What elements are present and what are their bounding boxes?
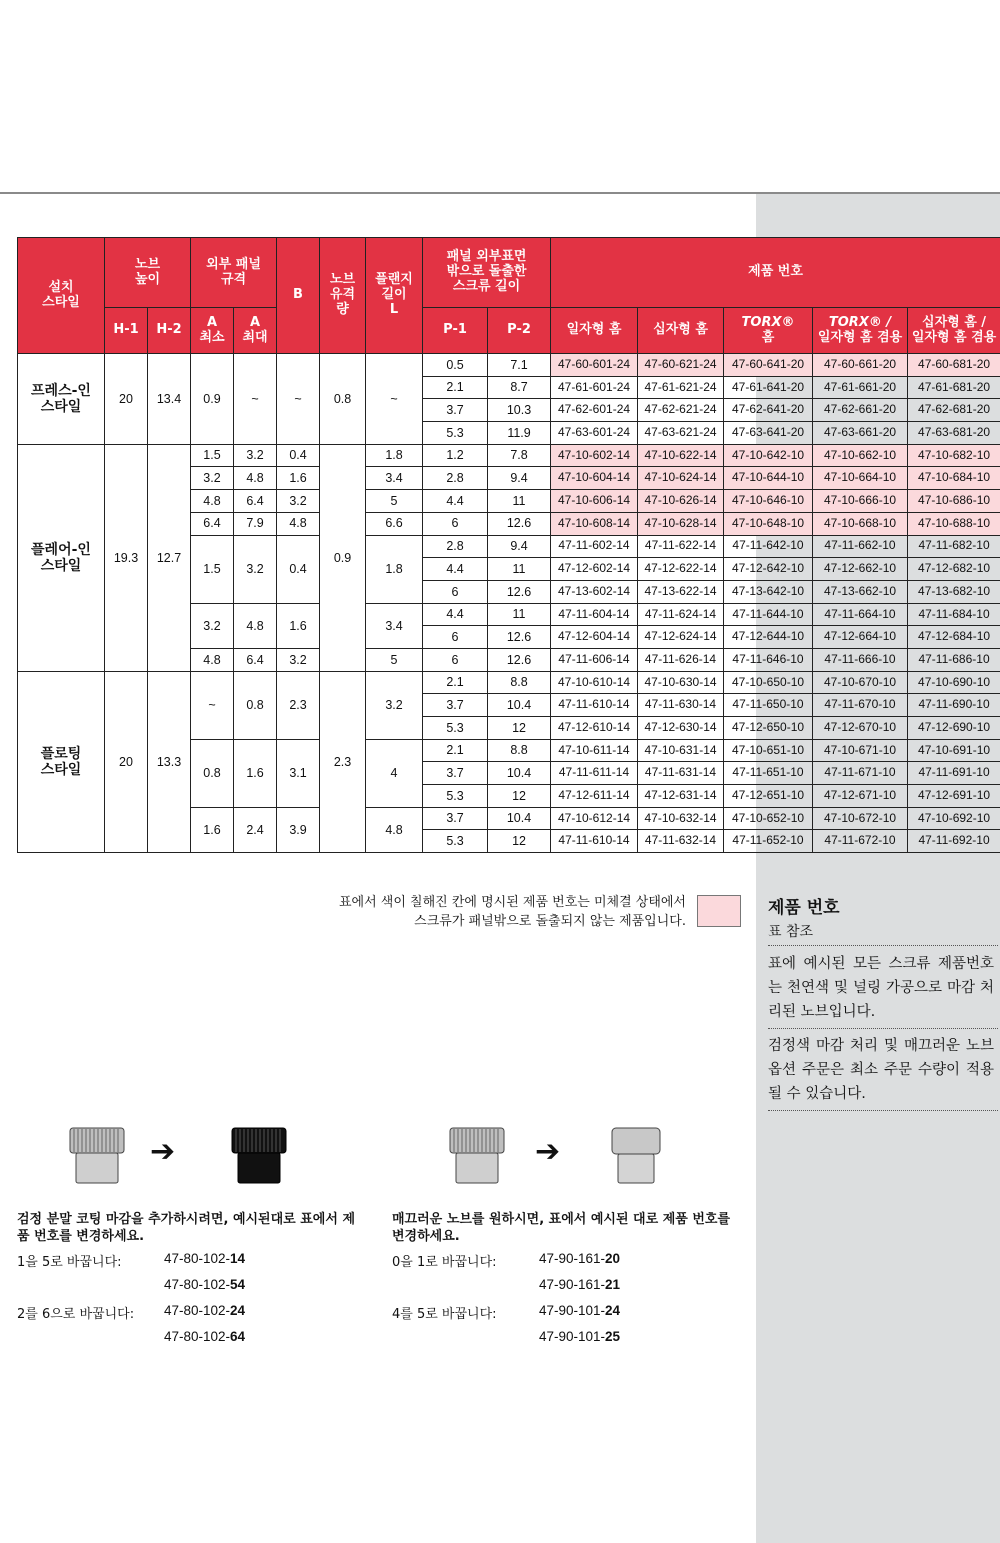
part-number-cell: 47-10-632-14 [638, 807, 724, 830]
p1-cell: 4.4 [423, 558, 488, 581]
table-row [18, 354, 1000, 377]
flange-cell: 3.4 [366, 603, 423, 648]
part-number-cell: 47-10-684-10 [908, 467, 1000, 490]
part-number-cell: 47-11-632-14 [638, 830, 724, 853]
code-base: 47-90-161- [539, 1251, 606, 1266]
clearance-cell: 0.8 [320, 354, 366, 445]
p2-cell: 11 [488, 603, 551, 626]
divider [768, 1110, 998, 1111]
part-number-cell: 47-10-664-10 [813, 467, 908, 490]
b-cell: 0.4 [277, 535, 320, 603]
a-max-cell: 3.2 [234, 535, 277, 603]
sidebar-para-2: 검정색 마감 처리 및 매끄러운 노브 옵션 주문은 최소 주문 수량이 적용될 수 있습니다. [768, 1038, 994, 1102]
part-number-cell: 47-12-642-10 [724, 558, 813, 581]
highlight-swatch [697, 895, 741, 927]
col-phil-slot [908, 308, 1000, 354]
h2-cell: 13.3 [148, 671, 191, 853]
part-number-cell: 47-62-621-24 [638, 399, 724, 422]
p2-cell: 9.4 [488, 467, 551, 490]
col-h2: H-2 [148, 308, 191, 354]
part-number-cell: 47-62-661-20 [813, 399, 908, 422]
part-number-cell: 47-60-621-24 [638, 354, 724, 377]
code-suffix: 21 [605, 1277, 621, 1292]
part-number-cell: 47-10-662-10 [813, 444, 908, 467]
part-number-cell: 47-60-661-20 [813, 354, 908, 377]
a-min-cell: 4.8 [191, 490, 234, 513]
part-number-cell: 47-13-682-10 [908, 580, 1000, 603]
p1-cell: 4.4 [423, 490, 488, 513]
black-rule-2 [17, 1303, 367, 1322]
part-number-cell: 47-60-681-20 [908, 354, 1000, 377]
code-suffix: 54 [230, 1277, 246, 1292]
rule-to [164, 1277, 245, 1292]
part-number-cell: 47-10-648-10 [724, 512, 813, 535]
part-number-cell: 47-10-608-14 [551, 512, 638, 535]
part-number-cell: 47-13-622-14 [638, 580, 724, 603]
code-suffix: 20 [605, 1251, 621, 1266]
rule-to [164, 1329, 245, 1344]
rule-from [539, 1303, 620, 1318]
col-slot: 일자형 홈 [551, 308, 638, 354]
part-number-cell: 47-10-626-14 [638, 490, 724, 513]
h1-cell: 20 [105, 354, 148, 445]
a-min-cell: 3.2 [191, 603, 234, 648]
part-number-cell: 47-11-682-10 [908, 535, 1000, 558]
col-phillips: 십자형 홈 [638, 308, 724, 354]
col-flange: 플랜지 길이 L [366, 238, 423, 354]
part-number-cell: 47-12-690-10 [908, 717, 1000, 740]
part-number-cell: 47-12-630-14 [638, 717, 724, 740]
rule-label: 4를 5로 바꿉니다: [392, 1307, 497, 1322]
part-number-cell: 47-10-672-10 [813, 807, 908, 830]
rule-label: 0을 1로 바꿉니다: [392, 1255, 497, 1270]
p1-cell: 2.1 [423, 671, 488, 694]
p1-cell: 5.3 [423, 422, 488, 445]
part-number-cell: 47-11-630-14 [638, 694, 724, 717]
part-number-cell: 47-10-602-14 [551, 444, 638, 467]
p2-cell: 10.3 [488, 399, 551, 422]
part-number-cell: 47-61-621-24 [638, 376, 724, 399]
torx-label: TORX® [741, 314, 795, 330]
knurled-knob-icon [68, 1125, 128, 1187]
p1-cell: 4.4 [423, 603, 488, 626]
a-max-cell: 1.6 [234, 739, 277, 807]
b-cell: ~ [277, 354, 320, 445]
flange-cell: ~ [366, 354, 423, 445]
part-number-cell: 47-10-612-14 [551, 807, 638, 830]
part-number-cell: 47-10-666-10 [813, 490, 908, 513]
part-number-cell: 47-10-606-14 [551, 490, 638, 513]
code-suffix: 14 [230, 1251, 246, 1266]
col-a-max: A 최대 [234, 308, 277, 354]
part-number-cell: 47-11-666-10 [813, 648, 908, 671]
col-protrusion: 패널 외부표면 밖으로 돌출한 스크류 길이 [423, 238, 551, 308]
a-max-cell: 3.2 [234, 444, 277, 467]
code-suffix: 25 [605, 1329, 621, 1344]
p2-cell: 11.9 [488, 422, 551, 445]
part-number-cell: 47-61-681-20 [908, 376, 1000, 399]
knurled-knob-icon [448, 1125, 508, 1187]
part-number-cell: 47-11-610-14 [551, 830, 638, 853]
col-p2: P-2 [488, 308, 551, 354]
p1-cell: 5.3 [423, 717, 488, 740]
code-base: 47-80-102- [164, 1303, 231, 1318]
part-number-cell: 47-10-644-10 [724, 467, 813, 490]
flange-cell: 1.8 [366, 535, 423, 603]
p2-cell: 9.4 [488, 535, 551, 558]
clearance-cell: 2.3 [320, 671, 366, 853]
p2-cell: 12 [488, 830, 551, 853]
a-max-cell: 6.4 [234, 648, 277, 671]
part-number-cell: 47-10-642-10 [724, 444, 813, 467]
part-number-cell: 47-12-664-10 [813, 626, 908, 649]
part-number-cell: 47-63-641-20 [724, 422, 813, 445]
a-min-cell: ~ [191, 671, 234, 739]
part-number-cell: 47-61-661-20 [813, 376, 908, 399]
p2-cell: 8.8 [488, 671, 551, 694]
arrow-right-icon: ➔ [535, 1134, 561, 1169]
phil-slot-sub: 일자형 홈 겸용 [911, 329, 997, 345]
flange-cell: 3.2 [366, 671, 423, 739]
a-max-cell: 2.4 [234, 807, 277, 852]
code-base: 47-90-101- [539, 1329, 606, 1344]
part-number-cell: 47-11-650-10 [724, 694, 813, 717]
part-number-cell: 47-12-622-14 [638, 558, 724, 581]
p1-cell: 6 [423, 580, 488, 603]
a-min-cell: 3.2 [191, 467, 234, 490]
p2-cell: 10.4 [488, 762, 551, 785]
part-number-cell: 47-10-668-10 [813, 512, 908, 535]
part-number-cell: 47-11-604-14 [551, 603, 638, 626]
part-number-cell: 47-12-631-14 [638, 785, 724, 808]
phil-slot-label: 십자형 홈 / [922, 314, 987, 330]
col-a-min: A 최소 [191, 308, 234, 354]
p1-cell: 5.3 [423, 830, 488, 853]
h1-cell: 19.3 [105, 444, 148, 671]
part-number-cell: 47-63-681-20 [908, 422, 1000, 445]
install-style-cell: 프레스-인 스타일 [18, 354, 105, 445]
b-cell: 3.2 [277, 490, 320, 513]
rule-from [539, 1251, 620, 1266]
part-number-cell: 47-62-641-20 [724, 399, 813, 422]
part-number-cell: 47-63-661-20 [813, 422, 908, 445]
part-number-cell: 47-63-621-24 [638, 422, 724, 445]
a-max-cell: 4.8 [234, 603, 277, 648]
part-number-cell: 47-13-662-10 [813, 580, 908, 603]
table-row [18, 444, 1000, 467]
p1-cell: 3.7 [423, 399, 488, 422]
flange-cell: 6.6 [366, 512, 423, 535]
divider [768, 1028, 998, 1029]
install-style-cell: 플로팅 스타일 [18, 671, 105, 853]
part-number-cell: 47-11-670-10 [813, 694, 908, 717]
part-number-cell: 47-12-671-10 [813, 785, 908, 808]
p2-cell: 11 [488, 558, 551, 581]
part-number-cell: 47-12-610-14 [551, 717, 638, 740]
part-number-cell: 47-62-601-24 [551, 399, 638, 422]
col-b: B [277, 238, 320, 354]
p1-cell: 3.7 [423, 762, 488, 785]
part-number-cell: 47-11-662-10 [813, 535, 908, 558]
part-number-cell: 47-12-604-14 [551, 626, 638, 649]
part-number-cell: 47-11-652-10 [724, 830, 813, 853]
flange-cell: 4.8 [366, 807, 423, 852]
code-suffix: 24 [230, 1303, 246, 1318]
h1-cell: 20 [105, 671, 148, 853]
part-number-cell: 47-11-622-14 [638, 535, 724, 558]
part-number-cell: 47-63-601-24 [551, 422, 638, 445]
b-cell: 1.6 [277, 467, 320, 490]
part-number-cell: 47-12-644-10 [724, 626, 813, 649]
rule-label: 1을 5로 바꿉니다: [17, 1255, 122, 1270]
b-cell: 3.9 [277, 807, 320, 852]
b-cell: 3.1 [277, 739, 320, 807]
part-number-cell: 47-10-630-14 [638, 671, 724, 694]
code-base: 47-90-161- [539, 1277, 606, 1292]
code-base: 47-80-102- [164, 1329, 231, 1344]
col-torx [724, 308, 813, 354]
p2-cell: 12.6 [488, 626, 551, 649]
smooth-rule-1 [392, 1251, 742, 1270]
a-max-cell: 6.4 [234, 490, 277, 513]
b-cell: 4.8 [277, 512, 320, 535]
part-number-cell: 47-11-644-10 [724, 603, 813, 626]
part-number-cell: 47-10-690-10 [908, 671, 1000, 694]
part-number-cell: 47-10-610-14 [551, 671, 638, 694]
black-knurled-knob-icon [230, 1125, 290, 1187]
p1-cell: 5.3 [423, 785, 488, 808]
a-min-cell: 0.8 [191, 739, 234, 807]
sidebar-para-1: 표에 예시된 모든 스크류 제품번호는 천연색 및 널링 가공으로 마감 처리된 노브입니다. [768, 956, 994, 1020]
col-knob-height: 노브 높이 [105, 238, 191, 308]
p2-cell: 12 [488, 717, 551, 740]
a-min-cell: 1.6 [191, 807, 234, 852]
divider [768, 945, 998, 946]
flange-cell: 5 [366, 490, 423, 513]
code-base: 47-90-101- [539, 1303, 606, 1318]
part-number-cell: 47-11-642-10 [724, 535, 813, 558]
part-number-cell: 47-10-622-14 [638, 444, 724, 467]
smooth-knob-icon [610, 1125, 664, 1187]
p1-cell: 6 [423, 512, 488, 535]
part-number-cell: 47-13-602-14 [551, 580, 638, 603]
col-torx-slot [813, 308, 908, 354]
p1-cell: 2.1 [423, 376, 488, 399]
code-suffix: 24 [605, 1303, 621, 1318]
a-max-cell: 7.9 [234, 512, 277, 535]
p2-cell: 10.4 [488, 807, 551, 830]
p2-cell: 8.8 [488, 739, 551, 762]
a-max-cell: 0.8 [234, 671, 277, 739]
p2-cell: 8.7 [488, 376, 551, 399]
part-number-table [17, 237, 1000, 853]
table-row [18, 671, 1000, 694]
h2-cell: 12.7 [148, 444, 191, 671]
p1-cell: 3.7 [423, 694, 488, 717]
part-number-cell: 47-10-651-10 [724, 739, 813, 762]
part-number-cell: 47-10-624-14 [638, 467, 724, 490]
part-number-cell: 47-10-686-10 [908, 490, 1000, 513]
a-min-cell: 1.5 [191, 444, 234, 467]
col-clearance: 노브 유격 량 [320, 238, 366, 354]
p1-cell: 2.1 [423, 739, 488, 762]
part-number-cell: 47-10-631-14 [638, 739, 724, 762]
part-number-cell: 47-11-631-14 [638, 762, 724, 785]
rule-to [539, 1329, 620, 1344]
part-number-cell: 47-11-626-14 [638, 648, 724, 671]
p2-cell: 7.1 [488, 354, 551, 377]
part-number-cell: 47-11-606-14 [551, 648, 638, 671]
p1-cell: 1.2 [423, 444, 488, 467]
col-panel-spec: 외부 패널 규격 [191, 238, 277, 308]
part-number-cell: 47-11-651-10 [724, 762, 813, 785]
b-cell: 1.6 [277, 603, 320, 648]
part-number-cell: 47-10-688-10 [908, 512, 1000, 535]
part-number-cell: 47-60-601-24 [551, 354, 638, 377]
part-number-cell: 47-12-684-10 [908, 626, 1000, 649]
code-suffix: 64 [230, 1329, 246, 1344]
b-cell: 0.4 [277, 444, 320, 467]
p2-cell: 12 [488, 785, 551, 808]
a-min-cell: 4.8 [191, 648, 234, 671]
h2-cell: 13.4 [148, 354, 191, 445]
code-base: 47-80-102- [164, 1277, 231, 1292]
part-number-cell: 47-11-602-14 [551, 535, 638, 558]
part-number-cell: 47-10-646-10 [724, 490, 813, 513]
p2-cell: 11 [488, 490, 551, 513]
flange-cell: 3.4 [366, 467, 423, 490]
part-number-cell: 47-60-641-20 [724, 354, 813, 377]
part-number-cell: 47-12-651-10 [724, 785, 813, 808]
a-min-cell: 0.9 [191, 354, 234, 445]
part-number-cell: 47-10-652-10 [724, 807, 813, 830]
p1-cell: 0.5 [423, 354, 488, 377]
b-cell: 2.3 [277, 671, 320, 739]
torx-sub: 홈 [761, 329, 775, 345]
part-number-cell: 47-12-624-14 [638, 626, 724, 649]
part-number-cell: 47-10-604-14 [551, 467, 638, 490]
sidebar-subheading: 표 참조 [768, 924, 814, 940]
part-number-cell: 47-11-624-14 [638, 603, 724, 626]
a-min-cell: 1.5 [191, 535, 234, 603]
smooth-knob-instruction: 매끄러운 노브를 원하시면, 표에서 예시된 대로 제품 번호를 변경하세요. [392, 1212, 731, 1244]
code-base: 47-80-102- [164, 1251, 231, 1266]
rule-from [164, 1303, 245, 1318]
black-rule-1 [17, 1251, 367, 1270]
part-number-cell: 47-10-670-10 [813, 671, 908, 694]
p2-cell: 7.8 [488, 444, 551, 467]
part-number-cell: 47-12-691-10 [908, 785, 1000, 808]
col-h1: H-1 [105, 308, 148, 354]
sidebar-heading: 제품 번호 [768, 898, 840, 918]
part-number-cell: 47-11-691-10 [908, 762, 1000, 785]
flange-cell: 1.8 [366, 444, 423, 467]
a-max-cell: ~ [234, 354, 277, 445]
part-number-cell: 47-61-641-20 [724, 376, 813, 399]
part-number-cell: 47-11-664-10 [813, 603, 908, 626]
rule-to [539, 1277, 620, 1292]
clearance-cell: 0.9 [320, 444, 366, 671]
part-number-cell: 47-12-602-14 [551, 558, 638, 581]
col-p1: P-1 [423, 308, 488, 354]
black-finish-instruction: 검정 분말 코팅 마감을 추가하시려면, 예시된대로 표에서 제품 번호를 변경하세요. [17, 1212, 356, 1244]
p2-cell: 12.6 [488, 648, 551, 671]
a-max-cell: 4.8 [234, 467, 277, 490]
part-number-cell: 47-11-671-10 [813, 762, 908, 785]
p2-cell: 10.4 [488, 694, 551, 717]
part-number-cell: 47-10-650-10 [724, 671, 813, 694]
part-number-cell: 47-11-610-14 [551, 694, 638, 717]
part-number-cell: 47-11-611-14 [551, 762, 638, 785]
rule-label: 2를 6으로 바꿉니다: [17, 1307, 135, 1322]
torx-slot-sub: 일자형 홈 겸용 [817, 329, 903, 345]
part-number-cell: 47-11-686-10 [908, 648, 1000, 671]
part-number-cell: 47-10-611-14 [551, 739, 638, 762]
torx-slot-label: TORX® / [828, 314, 892, 330]
part-number-cell: 47-10-628-14 [638, 512, 724, 535]
col-part-number: 제품 번호 [551, 238, 1000, 308]
part-number-cell: 47-11-672-10 [813, 830, 908, 853]
p2-cell: 12.6 [488, 580, 551, 603]
part-number-cell: 47-11-646-10 [724, 648, 813, 671]
part-number-cell: 47-12-611-14 [551, 785, 638, 808]
smooth-rule-2 [392, 1303, 742, 1322]
p1-cell: 6 [423, 626, 488, 649]
p1-cell: 6 [423, 648, 488, 671]
part-number-cell: 47-12-670-10 [813, 717, 908, 740]
part-number-cell: 47-11-692-10 [908, 830, 1000, 853]
part-number-cell: 47-10-682-10 [908, 444, 1000, 467]
col-install-style: 설치 스타일 [18, 238, 105, 354]
part-number-cell: 47-10-691-10 [908, 739, 1000, 762]
part-number-cell: 47-12-662-10 [813, 558, 908, 581]
part-number-cell: 47-10-671-10 [813, 739, 908, 762]
rule-from [164, 1251, 245, 1266]
b-cell: 3.2 [277, 648, 320, 671]
install-style-cell: 플레어-인 스타일 [18, 444, 105, 671]
part-number-cell: 47-61-601-24 [551, 376, 638, 399]
part-number-cell: 47-11-690-10 [908, 694, 1000, 717]
p1-cell: 2.8 [423, 535, 488, 558]
arrow-right-icon: ➔ [150, 1134, 176, 1169]
part-number-cell: 47-62-681-20 [908, 399, 1000, 422]
highlight-note: 표에서 색이 칠해진 칸에 명시된 제품 번호는 미체결 상태에서 스크류가 패널밖으로 돌출되지 않는 제품입니다. [338, 895, 686, 929]
part-number-cell: 47-11-684-10 [908, 603, 1000, 626]
part-number-cell: 47-12-650-10 [724, 717, 813, 740]
part-number-cell: 47-12-682-10 [908, 558, 1000, 581]
part-number-cell: 47-13-642-10 [724, 580, 813, 603]
flange-cell: 4 [366, 739, 423, 807]
p2-cell: 12.6 [488, 512, 551, 535]
part-number-cell: 47-10-692-10 [908, 807, 1000, 830]
p1-cell: 2.8 [423, 467, 488, 490]
flange-cell: 5 [366, 648, 423, 671]
p1-cell: 3.7 [423, 807, 488, 830]
a-min-cell: 6.4 [191, 512, 234, 535]
